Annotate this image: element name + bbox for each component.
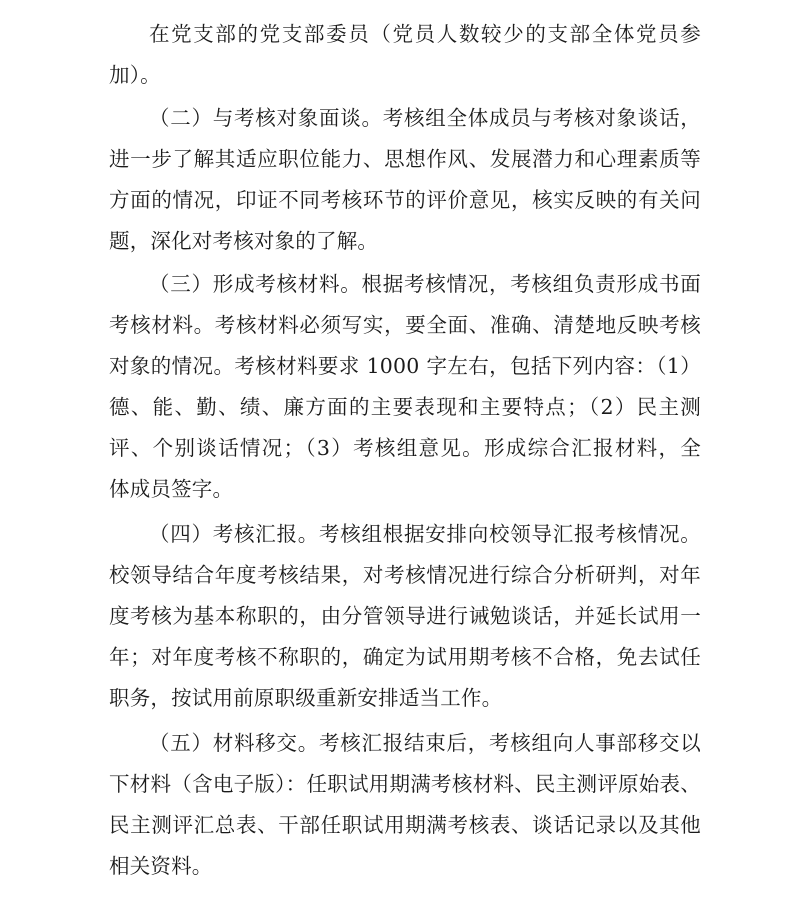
text-line: 校领导结合年度考核结果，对考核情况进行综合分析研判，对年 bbox=[109, 563, 701, 587]
text-line: 评、个别谈话情况；（3）考核组意见。形成综合汇报材料，全 bbox=[109, 436, 701, 460]
text-line: 体成员签字。 bbox=[109, 477, 234, 501]
text-line: 德、能、勤、绩、廉方面的主要表现和主要特点；（2）民主测 bbox=[109, 395, 701, 419]
text-line: 年；对年度考核不称职的，确定为试用期考核不合格，免去试任 bbox=[109, 645, 701, 669]
text-line: 相关资料。 bbox=[109, 854, 213, 878]
text-line: 在党支部的党支部委员（党员人数较少的支部全体党员参 bbox=[149, 22, 701, 46]
text-line: 考核材料。考核材料必须写实，要全面、准确、清楚地反映考核 bbox=[109, 313, 701, 337]
text-line: 方面的情况，印证不同考核环节的评价意见，核实反映的有关问 bbox=[109, 188, 701, 212]
text-line: 下材料（含电子版）：任职试用期满考核材料、民主测评原始表、 bbox=[109, 772, 701, 796]
text-line: 题，深化对考核对象的了解。 bbox=[109, 229, 379, 253]
text-line: 加）。 bbox=[109, 63, 161, 87]
text-line: 对象的情况。考核材料要求 1000 字左右，包括下列内容：（1） bbox=[109, 354, 701, 378]
section-heading-3: （三）形成考核材料。根据考核情况，考核组负责形成书面 bbox=[149, 272, 701, 296]
text-line: 度考核为基本称职的，由分管领导进行诫勉谈话，并延长试用一 bbox=[109, 604, 701, 628]
text-line: 进一步了解其适应职位能力、思想作风、发展潜力和心理素质等 bbox=[109, 147, 701, 171]
section-heading-5: （五）材料移交。考核汇报结束后，考核组向人事部移交以 bbox=[149, 731, 701, 755]
text-line: 民主测评汇总表、干部任职试用期满考核表、谈话记录以及其他 bbox=[109, 813, 701, 837]
section-heading-2: （二）与考核对象面谈。考核组全体成员与考核对象谈话， bbox=[149, 106, 701, 130]
text-line: 职务，按试用前原职级重新安排适当工作。 bbox=[109, 686, 503, 710]
section-heading-4: （四）考核汇报。考核组根据安排向校领导汇报考核情况。 bbox=[149, 522, 701, 546]
